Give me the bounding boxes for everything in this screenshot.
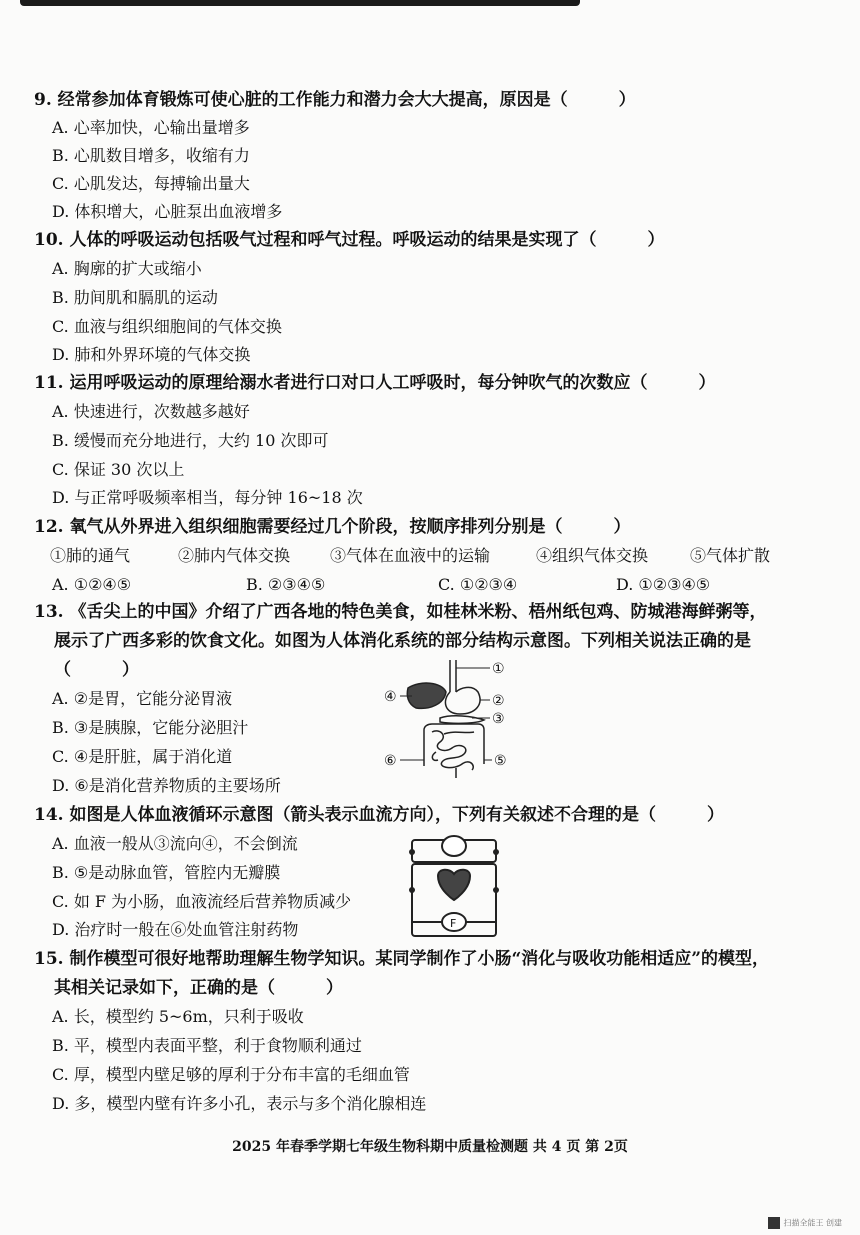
question-9-option-d: D. 体积增大，心脏泵出血液增多 xyxy=(52,202,283,221)
question-11-option-a: A. 快速进行，次数越多越好 xyxy=(52,402,250,421)
question-10-option-b: B. 肋间肌和膈肌的运动 xyxy=(52,288,218,307)
question-14-stem: 14. 如图是人体血液循环示意图（箭头表示血流方向），下列有关叙述不合理的是（ ） xyxy=(34,805,724,825)
question-15-stem-line-2: 其相关记录如下，正确的是（ ） xyxy=(54,978,343,998)
question-15-option-b: B. 平，模型内表面平整，利于食物顺利通过 xyxy=(52,1036,362,1055)
question-10-stem: 10. 人体的呼吸运动包括吸气过程和呼气过程。呼吸运动的结果是实现了（ ） xyxy=(34,230,665,250)
question-10-option-c: C. 血液与组织细胞间的气体交换 xyxy=(52,317,282,336)
scan-top-edge xyxy=(20,0,580,6)
question-15-stem-line-1: 15. 制作模型可很好地帮助理解生物学知识。某同学制作了小肠“消化与吸收功能相适应”的模型， xyxy=(34,949,770,969)
question-12-stage-4: ④组织气体交换 xyxy=(536,546,649,565)
figure-label-4: ④ xyxy=(384,689,397,705)
scanner-watermark xyxy=(768,1217,842,1229)
question-12-stage-2: ②肺内气体交换 xyxy=(178,546,291,565)
question-13-option-c: C. ④是肝脏，属于消化道 xyxy=(52,747,233,766)
question-15-option-a: A. 长，模型约 5~6m，只利于吸收 xyxy=(52,1007,304,1026)
question-14-option-a: A. 血液一般从③流向④，不会倒流 xyxy=(52,834,298,853)
question-14-option-d: D. 治疗时一般在⑥处血管注射药物 xyxy=(52,920,299,939)
question-15-option-d: D. 多，模型内壁有许多小孔，表示与多个消化腺相连 xyxy=(52,1094,427,1113)
question-10-option-d: D. 肺和外界环境的气体交换 xyxy=(52,345,251,364)
figure-label-6: ⑥ xyxy=(384,753,397,769)
question-12-stage-1: ①肺的通气 xyxy=(50,546,131,565)
question-13-stem-line-1: 13. 《舌尖上的中国》介绍了广西各地的特色美食，如桂林米粉、梧州纸包鸡、防城港海鲜粥等， xyxy=(34,602,767,622)
question-9-option-b: B. 心肌数目增多，收缩有力 xyxy=(52,146,250,165)
figure-label-2: ② xyxy=(492,693,505,709)
question-13-stem-line-2: 展示了广西多彩的饮食文化。如图为人体消化系统的部分结构示意图。下列相关说法正确的是 xyxy=(54,631,751,651)
question-12-option-c: C. ①②③④ xyxy=(438,575,518,594)
question-10-option-a: A. 胸廓的扩大或缩小 xyxy=(52,259,202,278)
figure-label-5: ⑤ xyxy=(494,753,507,769)
question-12-option-a: A. ①②④⑤ xyxy=(52,575,132,594)
question-11-option-b: B. 缓慢而充分地进行，大约 10 次即可 xyxy=(52,431,329,450)
question-9-option-c: C. 心肌发达，每搏输出量大 xyxy=(52,174,250,193)
qr-code-icon xyxy=(768,1217,780,1229)
question-14-option-c: C. 如 F 为小肠，血液流经后营养物质减少 xyxy=(52,892,352,911)
watermark-text: 扫描全能王 创建 xyxy=(783,1218,842,1228)
question-13-option-b: B. ③是胰腺，它能分泌胆汁 xyxy=(52,718,249,737)
figure-label-f: F xyxy=(450,917,457,930)
blood-circulation-figure xyxy=(398,830,510,942)
question-12-stage-5: ⑤气体扩散 xyxy=(690,546,771,565)
page-footer: 2025 年春季学期七年级生物科期中质量检测题 共 4 页 第 2页 xyxy=(232,1139,628,1155)
question-15-option-c: C. 厚，模型内壁足够的厚利于分布丰富的毛细血管 xyxy=(52,1065,410,1084)
question-11-stem: 11. 运用呼吸运动的原理给溺水者进行口对口人工呼吸时，每分钟吹气的次数应（ ） xyxy=(34,373,716,393)
question-11-option-c: C. 保证 30 次以上 xyxy=(52,460,185,479)
question-13-option-d: D. ⑥是消化营养物质的主要场所 xyxy=(52,776,281,795)
question-14-option-b: B. ⑤是动脉血管，管腔内无瓣膜 xyxy=(52,863,281,882)
question-12-stage-3: ③气体在血液中的运输 xyxy=(330,546,491,565)
digestive-system-figure xyxy=(380,656,520,780)
question-12-option-b: B. ②③④⑤ xyxy=(246,575,326,594)
question-13-stem-line-3: （ ） xyxy=(54,660,139,680)
question-13-option-a: A. ②是胃，它能分泌胃液 xyxy=(52,689,233,708)
question-12-option-d: D. ①②③④⑤ xyxy=(616,575,711,594)
question-11-option-d: D. 与正常呼吸频率相当，每分钟 16~18 次 xyxy=(52,488,363,507)
question-12-stem: 12. 氧气从外界进入组织细胞需要经过几个阶段，按顺序排列分别是（ ） xyxy=(34,517,631,537)
figure-label-1: ① xyxy=(492,661,505,677)
question-9-option-a: A. 心率加快，心输出量增多 xyxy=(52,118,250,137)
figure-label-3: ③ xyxy=(492,711,505,727)
question-9-stem: 9. 经常参加体育锻炼可使心脏的工作能力和潜力会大大提高，原因是（ ） xyxy=(34,90,636,110)
